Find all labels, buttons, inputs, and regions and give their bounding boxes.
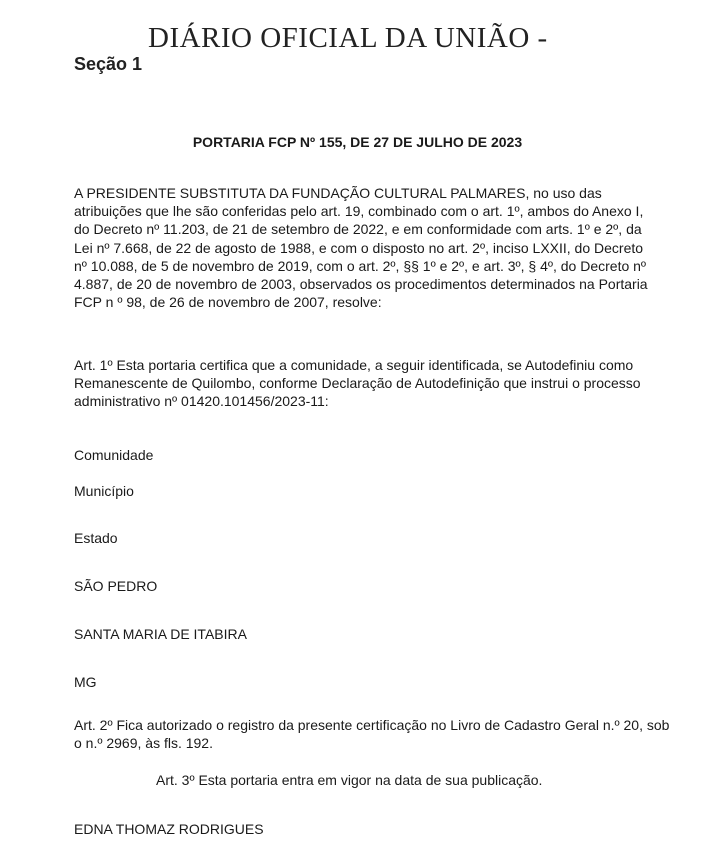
article-1-paragraph: Art. 1º Esta portaria certifica que a comunidade, a seguir identificada, se Autodefiniu como Remanescente de Quilombo, conforme Declaração de Autodefinição que instrui o processo administrativo nº 01420.101456/2023-11: <box>74 357 641 410</box>
article-3-paragraph: Art. 3º Esta portaria entra em vigor na data de sua publicação. <box>156 772 543 788</box>
municipality-value: SANTA MARIA DE ITABIRA <box>74 626 247 642</box>
signature-name: EDNA THOMAZ RODRIGUES <box>74 821 264 837</box>
preamble-paragraph: A PRESIDENTE SUBSTITUTA DA FUNDAÇÃO CULTURAL PALMARES, no uso das atribuições que lhe são conferidas pelo art. 19, combinado com o art. 1º, ambos do Anexo I, do Decreto nº 11.203, de 21 de setembro de 2022, e em conformidade com arts. 1º e 2º, da Lei nº 7.668, de 22 de agosto de 1988, e com o disposto no art. 2º, inciso LXXII, do Decreto nº 10.088, de 5 de novembro de 2019, com o art. 2º, §§ 1º e 2º, e art. 3º, § 4º, do Decreto nº 4.887, de 20 de novembro de 2003, observados os procedimentos determinados na Portaria FCP n º 98, de 26 de novembro de 2007, resolve: <box>74 185 648 311</box>
masthead-title: DIÁRIO OFICIAL DA UNIÃO - <box>148 22 548 54</box>
community-value: SÃO PEDRO <box>74 578 158 594</box>
community-label: Comunidade <box>74 447 154 463</box>
municipality-label: Município <box>74 483 134 499</box>
state-value: MG <box>74 674 97 690</box>
section-label: Seção 1 <box>74 54 143 74</box>
page-title: PORTARIA FCP Nº 155, DE 27 DE JULHO DE 2023 <box>192 134 523 150</box>
state-label: Estado <box>74 530 118 546</box>
article-2-paragraph: Art. 2º Fica autorizado o registro da presente certificação no Livro de Cadastro Geral n.º 20, sob o n.º 2969, às fls. 192. <box>74 717 670 752</box>
